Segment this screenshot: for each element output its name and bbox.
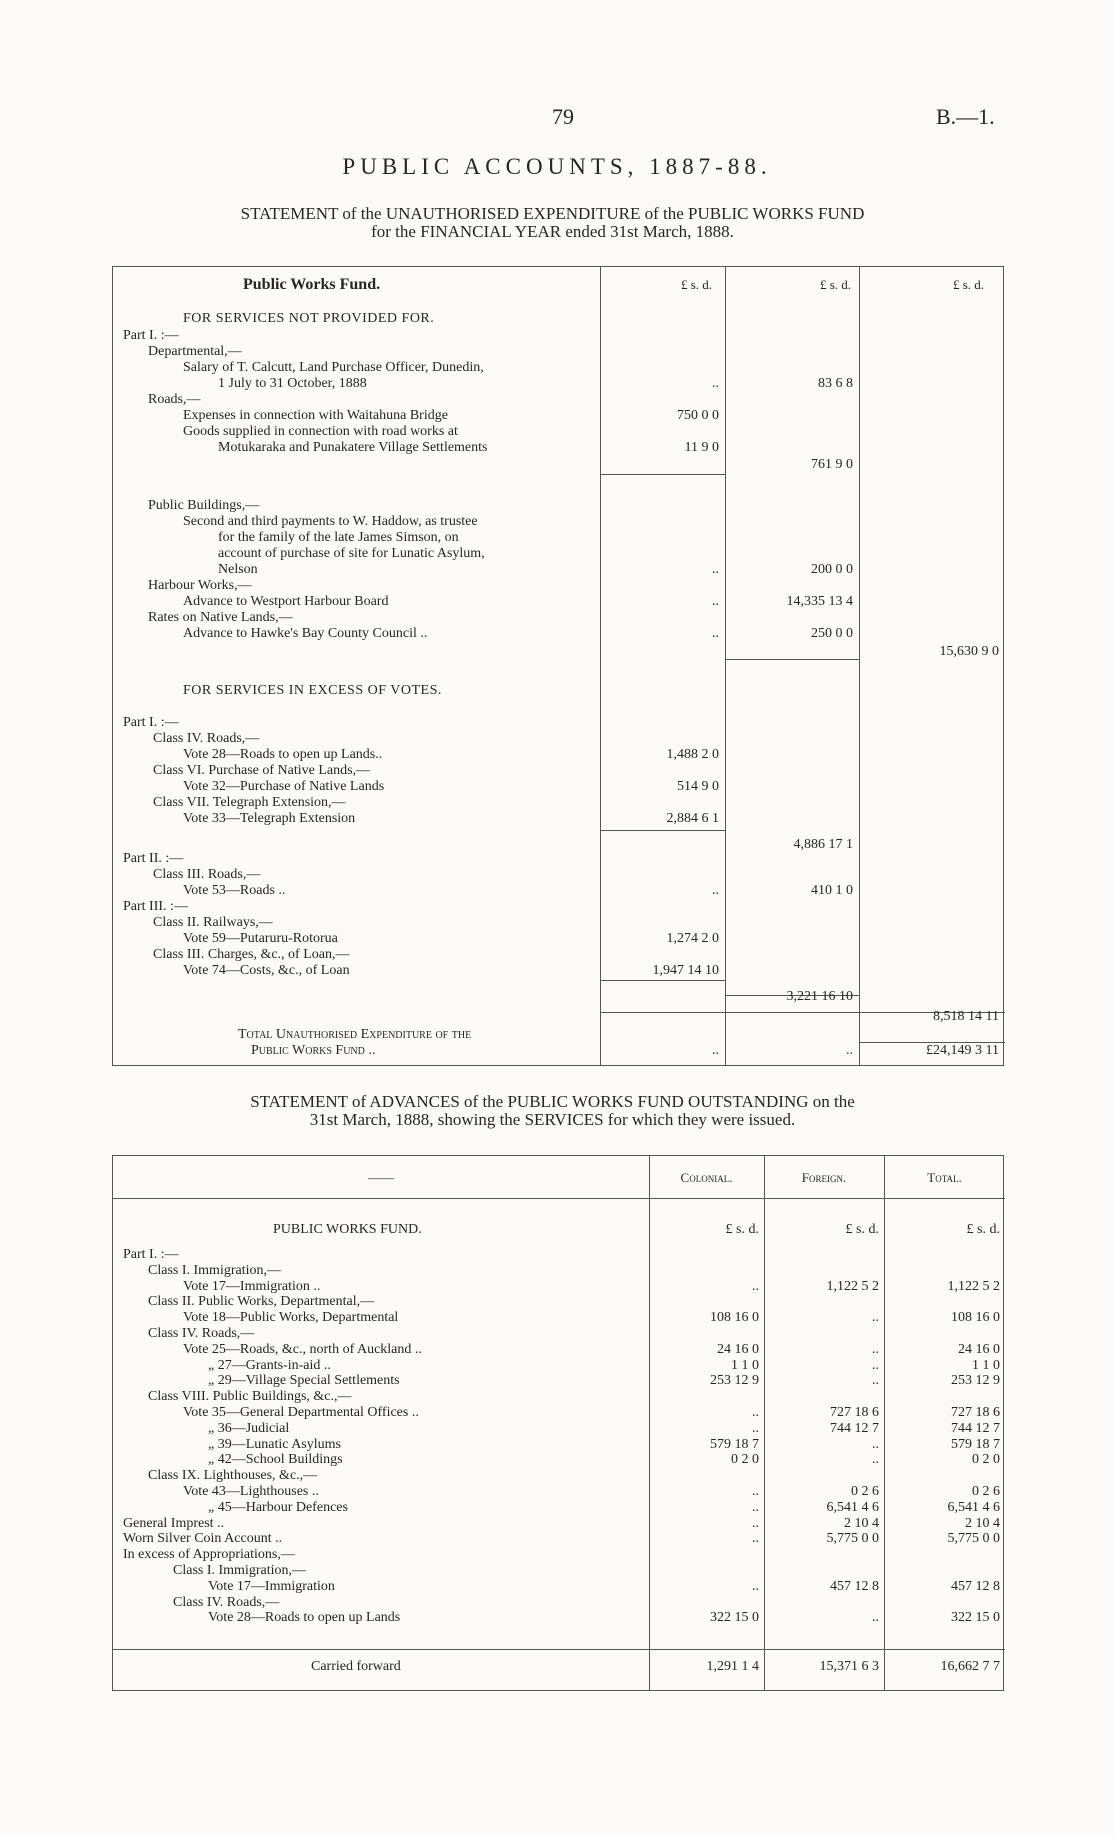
row-label: Harbour Works,— bbox=[148, 578, 252, 593]
amount-cell-3: 1,122 5 2 bbox=[947, 1279, 1000, 1294]
row-label: Vote 74—Costs, &c., of Loan bbox=[183, 963, 350, 978]
row-label: In excess of Appropriations,— bbox=[123, 1547, 295, 1562]
amount-cell-3: 0 2 6 bbox=[972, 1484, 1000, 1499]
amount-cell-3: 108 16 0 bbox=[951, 1310, 1000, 1325]
amount-cell-2: 200 0 0 bbox=[811, 562, 853, 577]
row-label: Vote 25—Roads, &c., north of Auckland .. bbox=[183, 1342, 422, 1357]
amount-cell-1: 1,488 2 0 bbox=[666, 747, 719, 762]
amount-cell-3: £24,149 3 11 bbox=[926, 1043, 999, 1058]
amount-cell-3: 5,775 0 0 bbox=[947, 1531, 1000, 1546]
statement1-header-row bbox=[113, 277, 1005, 293]
table-row bbox=[113, 1595, 1005, 1611]
amount-cell-1: 514 9 0 bbox=[677, 779, 719, 794]
carried-forward-label: Carried forward bbox=[311, 1659, 401, 1674]
amount-cell-1: 24 16 0 bbox=[717, 1342, 759, 1357]
amount-cell-3: 15,630 9 0 bbox=[939, 644, 999, 659]
row-label: Class IV. Roads,— bbox=[148, 1326, 255, 1341]
header-col3: £ s. d. bbox=[952, 277, 984, 292]
amount-cell-2: 3,221 16 10 bbox=[786, 989, 853, 1004]
table-row bbox=[113, 1579, 1005, 1595]
amount-cell-1: .. bbox=[752, 1279, 759, 1294]
row-label: „ 27—Grants-in-aid .. bbox=[208, 1358, 331, 1373]
statement2-subheader-row bbox=[113, 1222, 1005, 1238]
subheader-col2: £ s. d. bbox=[845, 1222, 879, 1237]
table-row bbox=[113, 1279, 1005, 1295]
row-label: FOR SERVICES NOT PROVIDED FOR. bbox=[183, 311, 435, 326]
amount-cell-3: 322 15 0 bbox=[951, 1610, 1000, 1625]
amount-cell-2: 5,775 0 0 bbox=[826, 1531, 879, 1546]
table-row bbox=[113, 626, 1005, 642]
page-title: PUBLIC ACCOUNTS, 1887-88. bbox=[342, 154, 772, 179]
amount-cell-2: 410 1 0 bbox=[811, 883, 853, 898]
header-col1: £ s. d. bbox=[680, 277, 712, 292]
row-label: Class VI. Purchase of Native Lands,— bbox=[153, 763, 371, 778]
table-row bbox=[113, 1342, 1005, 1358]
row-label: Class II. Railways,— bbox=[153, 915, 273, 930]
amount-cell-2: 14,335 13 4 bbox=[786, 594, 853, 609]
amount-cell-2: .. bbox=[872, 1437, 879, 1452]
table-row bbox=[113, 715, 1005, 731]
amount-cell-1: 253 12 9 bbox=[710, 1373, 759, 1388]
table-row bbox=[113, 747, 1005, 763]
statement2-title bbox=[100, 1093, 1005, 1129]
row-label: Vote 17—Immigration .. bbox=[183, 1279, 321, 1294]
table-row bbox=[113, 424, 1005, 440]
statement2-header-row bbox=[113, 1170, 1005, 1186]
amount-cell-2: .. bbox=[872, 1610, 879, 1625]
table-row bbox=[113, 1263, 1005, 1279]
row-label: „ 45—Harbour Defences bbox=[208, 1500, 348, 1515]
row-label: Vote 28—Roads to open up Lands bbox=[208, 1610, 401, 1625]
document-code: B.—1. bbox=[936, 104, 995, 129]
amount-cell-3: 727 18 6 bbox=[951, 1405, 1000, 1420]
table-row bbox=[113, 578, 1005, 594]
table-row bbox=[113, 1326, 1005, 1342]
row-label: Departmental,— bbox=[148, 344, 242, 359]
amount-cell-1: 1,274 2 0 bbox=[666, 931, 719, 946]
table-row bbox=[113, 779, 1005, 795]
table-row bbox=[113, 795, 1005, 811]
row-label: Nelson bbox=[218, 562, 258, 577]
amount-cell-1: .. bbox=[712, 594, 719, 609]
amount-cell-2: .. bbox=[872, 1342, 879, 1357]
table-row bbox=[113, 731, 1005, 747]
table-row bbox=[113, 1373, 1005, 1389]
amount-cell-1: .. bbox=[752, 1531, 759, 1546]
amount-cell-1: 1,947 14 10 bbox=[652, 963, 719, 978]
table-row bbox=[113, 546, 1005, 562]
table-row bbox=[113, 899, 1005, 915]
row-label: for the family of the late James Simson, on bbox=[218, 530, 459, 545]
amount-cell-3: 0 2 0 bbox=[972, 1452, 1000, 1467]
row-label: „ 36—Judicial bbox=[208, 1421, 290, 1436]
carried-forward-total: 16,662 7 7 bbox=[940, 1659, 1000, 1674]
amount-cell-2: 250 0 0 bbox=[811, 626, 853, 641]
row-label: Vote 59—Putaruru-Rotorua bbox=[183, 931, 338, 946]
statement1-title bbox=[100, 205, 1005, 241]
row-label: Rates on Native Lands,— bbox=[148, 610, 293, 625]
amount-cell-2: .. bbox=[872, 1310, 879, 1325]
row-label: Goods supplied in connection with road works at bbox=[183, 424, 458, 439]
table-row bbox=[113, 1437, 1005, 1453]
header-foreign: Foreign. bbox=[801, 1170, 847, 1185]
amount-cell-1: .. bbox=[752, 1579, 759, 1594]
header-colonial: Colonial. bbox=[680, 1170, 733, 1185]
table-row bbox=[113, 883, 1005, 899]
amount-cell-1: .. bbox=[712, 626, 719, 641]
row-label: Class III. Roads,— bbox=[153, 867, 261, 882]
table-row bbox=[113, 376, 1005, 392]
table-row bbox=[113, 1405, 1005, 1421]
subheader-col1: £ s. d. bbox=[725, 1222, 759, 1237]
table-row bbox=[113, 562, 1005, 578]
amount-cell-1: .. bbox=[752, 1500, 759, 1515]
table-row bbox=[113, 644, 1005, 660]
table-row bbox=[113, 408, 1005, 424]
amount-cell-2: 457 12 8 bbox=[830, 1579, 879, 1594]
row-label: Advance to Westport Harbour Board bbox=[183, 594, 389, 609]
table-row bbox=[113, 498, 1005, 514]
amount-cell-2: 4,886 17 1 bbox=[793, 837, 853, 852]
table-row bbox=[113, 1294, 1005, 1310]
row-label: Vote 17—Immigration bbox=[208, 1579, 335, 1594]
table-row bbox=[113, 1027, 1005, 1043]
row-label: Vote 28—Roads to open up Lands.. bbox=[183, 747, 383, 762]
statement2-title-line2: 31st March, 1888, showing the SERVICES for which they were issued. bbox=[309, 1110, 796, 1129]
amount-cell-3: 1 1 0 bbox=[972, 1358, 1000, 1373]
amount-cell-1: 108 16 0 bbox=[710, 1310, 759, 1325]
table-row bbox=[113, 963, 1005, 979]
amount-cell-2: .. bbox=[872, 1452, 879, 1467]
table-row bbox=[113, 1043, 1005, 1059]
table-row bbox=[113, 763, 1005, 779]
table-row bbox=[113, 1247, 1005, 1263]
carried-forward-row bbox=[113, 1659, 1005, 1675]
row-label: Class I. Immigration,— bbox=[148, 1263, 281, 1278]
table-row bbox=[113, 1484, 1005, 1500]
amount-cell-2: 761 9 0 bbox=[811, 457, 853, 472]
amount-cell-2: 727 18 6 bbox=[830, 1405, 879, 1420]
amount-cell-2: .. bbox=[872, 1373, 879, 1388]
table-row bbox=[113, 989, 1005, 1005]
amount-cell-1: .. bbox=[712, 376, 719, 391]
table-row bbox=[113, 610, 1005, 626]
header-label: Public Works Fund. bbox=[243, 276, 381, 293]
row-label: Class IV. Roads,— bbox=[173, 1595, 280, 1610]
page-number: 79 bbox=[552, 104, 574, 129]
statement2-title-line1: STATEMENT of ADVANCES of the PUBLIC WORKS FUND OUTSTANDING on the bbox=[250, 1092, 855, 1111]
table-row bbox=[113, 1389, 1005, 1405]
table-row bbox=[113, 1531, 1005, 1547]
amount-cell-1: .. bbox=[712, 883, 719, 898]
amount-cell-1: .. bbox=[712, 562, 719, 577]
amount-cell-1: .. bbox=[752, 1421, 759, 1436]
amount-cell-1: 750 0 0 bbox=[677, 408, 719, 423]
amount-cell-2: 744 12 7 bbox=[830, 1421, 879, 1436]
table-row bbox=[113, 1421, 1005, 1437]
table-row bbox=[113, 931, 1005, 947]
table-row bbox=[113, 1610, 1005, 1626]
statement1-title-line1: STATEMENT of the UNAUTHORISED EXPENDITURE of the PUBLIC WORKS FUND bbox=[240, 204, 865, 223]
row-label: Vote 18—Public Works, Departmental bbox=[183, 1310, 399, 1325]
amount-cell-3: 8,518 14 11 bbox=[933, 1009, 999, 1024]
header-total: Total. bbox=[927, 1170, 962, 1185]
table-row bbox=[113, 530, 1005, 546]
row-label: Vote 43—Lighthouses .. bbox=[183, 1484, 319, 1499]
amount-cell-2: .. bbox=[872, 1358, 879, 1373]
table-row bbox=[113, 811, 1005, 827]
table-row bbox=[113, 328, 1005, 344]
subheader-label: PUBLIC WORKS FUND. bbox=[273, 1222, 422, 1237]
row-label: Class IV. Roads,— bbox=[153, 731, 260, 746]
amount-cell-2: 1,122 5 2 bbox=[826, 1279, 879, 1294]
table-row bbox=[113, 344, 1005, 360]
header-label: —— bbox=[368, 1170, 394, 1185]
row-label: Class VII. Telegraph Extension,— bbox=[153, 795, 346, 810]
table-row bbox=[113, 915, 1005, 931]
table-row bbox=[113, 851, 1005, 867]
row-label: FOR SERVICES IN EXCESS OF VOTES. bbox=[183, 683, 442, 698]
row-label: Vote 32—Purchase of Native Lands bbox=[183, 779, 385, 794]
amount-cell-2: 0 2 6 bbox=[851, 1484, 879, 1499]
row-label: Total Unauthorised Expenditure of the bbox=[238, 1027, 472, 1042]
row-label: Advance to Hawke's Bay County Council .. bbox=[183, 626, 428, 641]
table-row bbox=[113, 594, 1005, 610]
advances-outstanding-table bbox=[112, 1155, 1004, 1691]
row-label: Motukaraka and Punakatere Village Settlements bbox=[218, 440, 488, 455]
row-label: Class IX. Lighthouses, &c.,— bbox=[148, 1468, 318, 1483]
table-row bbox=[113, 1009, 1005, 1025]
row-label: Expenses in connection with Waitahuna Bridge bbox=[183, 408, 448, 423]
row-label: Roads,— bbox=[148, 392, 201, 407]
amount-cell-3: 457 12 8 bbox=[951, 1579, 1000, 1594]
row-label: Vote 33—Telegraph Extension bbox=[183, 811, 356, 826]
amount-cell-1: 0 2 0 bbox=[731, 1452, 759, 1467]
row-label: Part I. :— bbox=[123, 328, 179, 343]
table-row bbox=[113, 440, 1005, 456]
row-label: Vote 35—General Departmental Offices .. bbox=[183, 1405, 419, 1420]
amount-cell-1: 579 18 7 bbox=[710, 1437, 759, 1452]
table-row bbox=[113, 457, 1005, 473]
table-row bbox=[113, 392, 1005, 408]
amount-cell-1: .. bbox=[752, 1484, 759, 1499]
amount-cell-3: 2 10 4 bbox=[965, 1516, 1000, 1531]
row-label: „ 39—Lunatic Asylums bbox=[208, 1437, 341, 1452]
statement1-title-line2: for the FINANCIAL YEAR ended 31st March, 1888. bbox=[371, 222, 734, 241]
amount-cell-1: .. bbox=[752, 1516, 759, 1531]
row-label: Class VIII. Public Buildings, &c.,— bbox=[148, 1389, 352, 1404]
amount-cell-3: 6,541 4 6 bbox=[947, 1500, 1000, 1515]
table-row bbox=[113, 947, 1005, 963]
amount-cell-1: 322 15 0 bbox=[710, 1610, 759, 1625]
table-row bbox=[113, 1516, 1005, 1532]
unauthorised-expenditure-table bbox=[112, 266, 1004, 1066]
table-row bbox=[113, 1563, 1005, 1579]
row-label: account of purchase of site for Lunatic Asylum, bbox=[218, 546, 485, 561]
row-label: Public Works Fund .. bbox=[251, 1043, 376, 1058]
row-label: 1 July to 31 October, 1888 bbox=[218, 376, 367, 391]
row-label: Part II. :— bbox=[123, 851, 184, 866]
table-row bbox=[113, 514, 1005, 530]
row-label: Public Buildings,— bbox=[148, 498, 260, 513]
row-label: Part III. :— bbox=[123, 899, 188, 914]
table-row bbox=[113, 311, 1005, 327]
table-row bbox=[113, 1310, 1005, 1326]
amount-cell-2: 83 6 8 bbox=[818, 376, 853, 391]
table-row bbox=[113, 1468, 1005, 1484]
amount-cell-3: 579 18 7 bbox=[951, 1437, 1000, 1452]
table-row bbox=[113, 683, 1005, 699]
amount-cell-1: 2,884 6 1 bbox=[666, 811, 719, 826]
amount-cell-2: 6,541 4 6 bbox=[826, 1500, 879, 1515]
row-label: Part I. :— bbox=[123, 715, 179, 730]
row-label: Class II. Public Works, Departmental,— bbox=[148, 1294, 375, 1309]
carried-forward-foreign: 15,371 6 3 bbox=[819, 1659, 879, 1674]
amount-cell-3: 24 16 0 bbox=[958, 1342, 1000, 1357]
subheader-col3: £ s. d. bbox=[966, 1222, 1000, 1237]
table-row bbox=[113, 1358, 1005, 1374]
row-label: General Imprest .. bbox=[123, 1516, 225, 1531]
table-row bbox=[113, 1452, 1005, 1468]
amount-cell-1: 11 9 0 bbox=[684, 440, 719, 455]
row-label: Worn Silver Coin Account .. bbox=[123, 1531, 283, 1546]
row-label: Second and third payments to W. Haddow, as trustee bbox=[183, 514, 478, 529]
amount-cell-1: 1 1 0 bbox=[731, 1358, 759, 1373]
amount-cell-1: .. bbox=[712, 1043, 719, 1058]
row-label: Part I. :— bbox=[123, 1247, 179, 1262]
amount-cell-1: .. bbox=[752, 1405, 759, 1420]
row-label: „ 29—Village Special Settlements bbox=[208, 1373, 400, 1388]
row-label: Class III. Charges, &c., of Loan,— bbox=[153, 947, 350, 962]
table-row bbox=[113, 867, 1005, 883]
row-label: Vote 53—Roads .. bbox=[183, 883, 286, 898]
row-label: Salary of T. Calcutt, Land Purchase Officer, Dunedin, bbox=[183, 360, 484, 375]
amount-cell-2: .. bbox=[846, 1043, 853, 1058]
table-row bbox=[113, 360, 1005, 376]
table-row bbox=[113, 1547, 1005, 1563]
table-row bbox=[113, 1500, 1005, 1516]
row-label: „ 42—School Buildings bbox=[208, 1452, 343, 1467]
amount-cell-3: 744 12 7 bbox=[951, 1421, 1000, 1436]
header-col2: £ s. d. bbox=[819, 277, 851, 292]
amount-cell-2: 2 10 4 bbox=[844, 1516, 879, 1531]
row-label: Class I. Immigration,— bbox=[173, 1563, 306, 1578]
carried-forward-colonial: 1,291 1 4 bbox=[706, 1659, 759, 1674]
amount-cell-3: 253 12 9 bbox=[951, 1373, 1000, 1388]
